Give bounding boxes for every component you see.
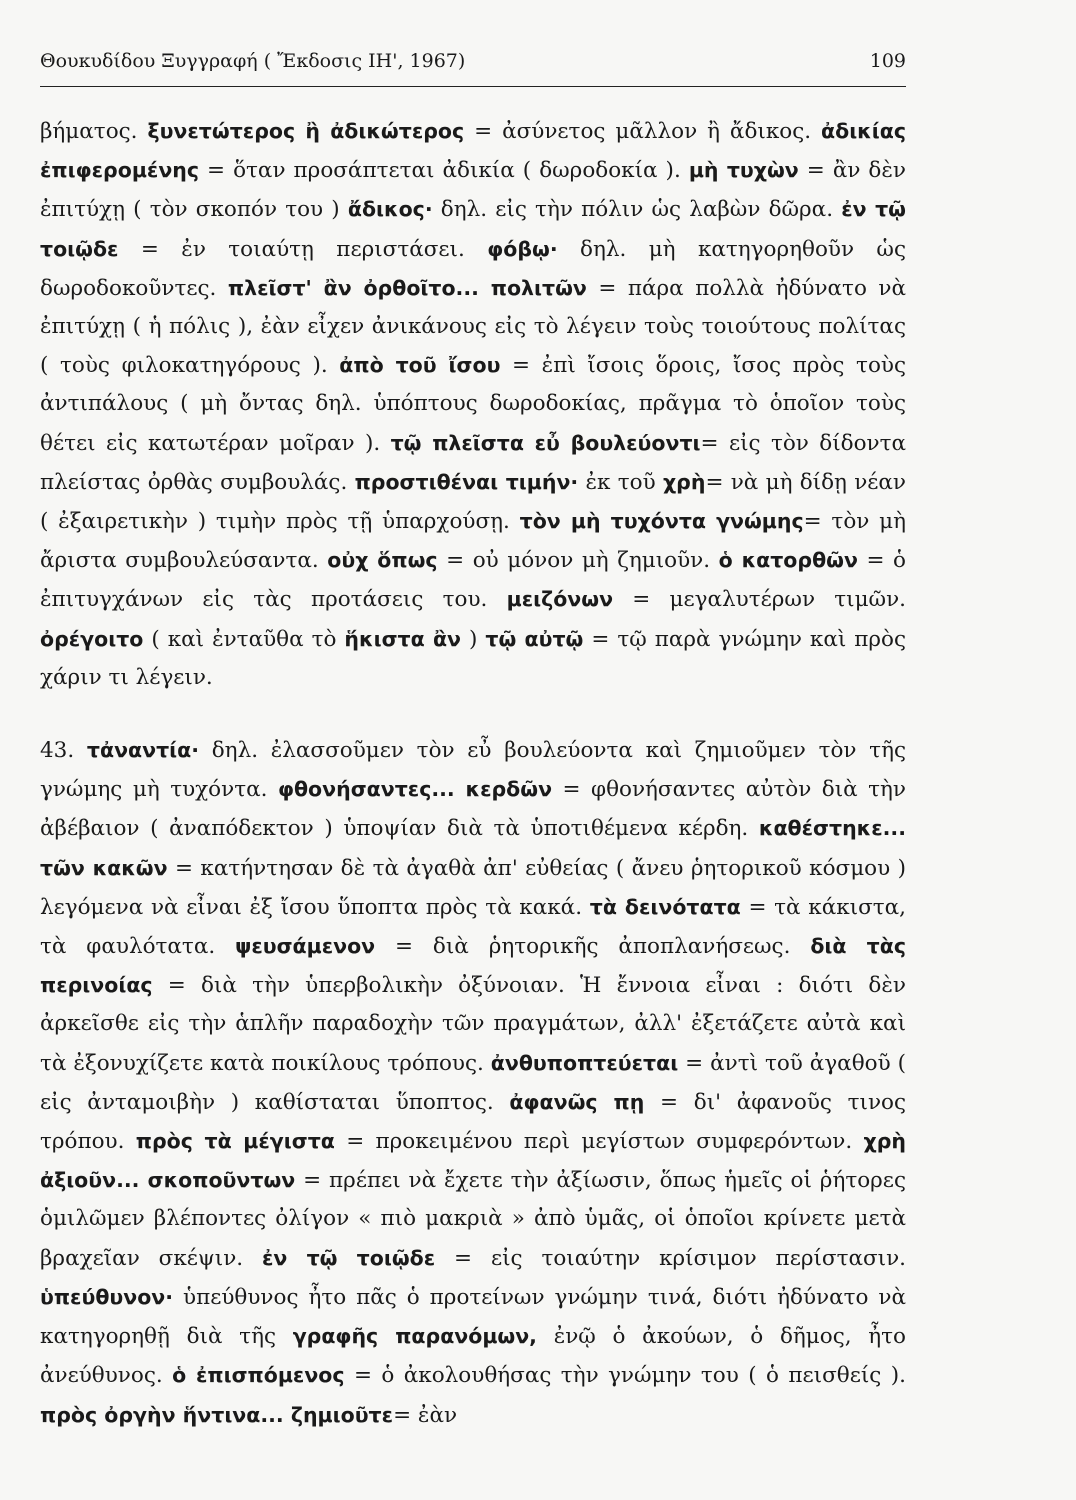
lemma-term: ἀδικίας ἐπιφερομένης bbox=[40, 119, 906, 183]
lemma-term: τὸν μὴ τυχόντα γνώμης bbox=[519, 509, 804, 534]
lemma-term: ἐν τῷ τοιῷδε bbox=[40, 197, 906, 261]
lemma-term: τὰ δεινότατα bbox=[589, 894, 741, 919]
gloss-text: = διὰ τὴν ὑπερβολικὴν ὀξύνοιαν. Ἡ ἔννοια εἶναι : διότι δὲν ἀρκεῖσθε εἰς τὴν ἁπλῆν παραδοχὴν τῶν πραγμάτων, ἀλλ' ἐξετάζετε αὐτὰ καὶ τὰ ἐξονυχίζετε κατὰ ποικίλους τρόπους. bbox=[40, 973, 906, 1076]
lemma-term: ἀφανῶς πῃ bbox=[509, 1089, 645, 1114]
gloss-text: = ἐὰν bbox=[393, 1402, 458, 1428]
paragraph-1 bbox=[40, 112, 906, 697]
lemma-term: χρὴ ἀξιοῦν... σκοποῦντων bbox=[40, 1129, 906, 1193]
gloss-text: = ἀσύνετος μᾶλλον ἢ ἄδικος. bbox=[464, 119, 822, 144]
gloss-text: = ὅταν προσάπτεται ἀδικία ( δωροδοκία ). bbox=[199, 158, 689, 184]
lemma-term: πρὸς τὰ μέγιστα bbox=[135, 1129, 335, 1154]
lemma-term: καθέστηκε... τῶν κακῶν bbox=[40, 816, 906, 880]
gloss-text: ( καὶ ἐνταῦθα τὸ bbox=[143, 626, 345, 652]
gloss-text: = μεγαλυτέρων τιμῶν. bbox=[613, 587, 906, 613]
lemma-term: προστιθέναι τιμήν· bbox=[354, 469, 579, 494]
gloss-text: = προκειμένου περὶ μεγίστων συμφερόντων. bbox=[334, 1129, 864, 1155]
lemma-term: διὰ τὰς περινοίας bbox=[40, 934, 906, 998]
running-header bbox=[40, 50, 906, 72]
gloss-text: δηλ. εἰς τὴν πόλιν ὡς λαβὼν δῶρα. bbox=[432, 197, 842, 223]
gloss-text: = διὰ ῥητορικῆς ἀποπλανήσεως. bbox=[375, 934, 811, 960]
lemma-term: ὑπεύθυνον· bbox=[40, 1284, 174, 1309]
gloss-text: = ὁ ἀκολουθήσας τὴν γνώμην του ( ὁ πεισθείς ). bbox=[344, 1363, 906, 1389]
gloss-text: = τὰ κάκιστα, τὰ φαυλότατα. bbox=[40, 894, 907, 960]
gloss-text: = εἰς τοιαύτην κρίσιμον περίστασιν. bbox=[435, 1245, 906, 1271]
gloss-text: = ἐν τοιαύτῃ περιστάσει. bbox=[118, 236, 488, 262]
gloss-text: = τῷ παρὰ γνώμην καὶ πρὸς χάριν τι λέγειν. bbox=[40, 626, 906, 690]
lemma-term: ἐν τῷ τοιῷδε bbox=[262, 1245, 436, 1270]
lemma-term: ἥκιστα ἂν bbox=[344, 626, 462, 651]
gloss-text: = νὰ μὴ δίδῃ νέαν ( ἐξαιρετικὴν ) τιμὴν πρὸς τῇ ὑπαρχούσῃ. bbox=[40, 469, 907, 535]
lemma-term: ὁ κατορθῶν bbox=[718, 548, 858, 573]
gloss-text: = ἀντὶ τοῦ ἀγαθοῦ ( εἰς ἀνταμοιβὴν ) καθίσταται ὕποπτος. bbox=[40, 1050, 906, 1115]
header-rule bbox=[40, 86, 906, 87]
lemma-term: μὴ τυχὼν bbox=[688, 158, 799, 183]
gloss-text: βήματος. bbox=[40, 119, 148, 144]
paragraph-43 bbox=[40, 731, 906, 1435]
lemma-term: ψευσάμενον bbox=[235, 934, 376, 959]
lemma-term: ἀπὸ τοῦ ἴσου bbox=[339, 353, 501, 378]
lemma-term: πρὸς ὀργὴν ἥντινα... ζημιοῦτε bbox=[40, 1402, 394, 1427]
lemma-term: ὁ ἐπισπόμενος bbox=[172, 1363, 345, 1388]
paragraph-number: 43. bbox=[40, 738, 87, 764]
lemma-term: ὀρέγοιτο bbox=[40, 626, 144, 651]
gloss-text: = εἰς τὸν δίδοντα πλείστας ὀρθὰς συμβουλάς. bbox=[40, 430, 907, 495]
lemma-term: ξυνετώτερος ἢ ἀδικώτερος bbox=[147, 119, 465, 143]
running-title: Θουκυδίδου Ξυγγραφή ( Ἔκδοσις ΙΗ', 1967) bbox=[40, 50, 466, 72]
gloss-text: = ἂν δὲν ἐπιτύχῃ ( τὸν σκοπόν του ) bbox=[40, 158, 906, 223]
lemma-term: γραφῆς παρανόμων, bbox=[292, 1324, 537, 1349]
lemma-term: χρὴ bbox=[662, 469, 706, 494]
lemma-term: πλεῖστ' ἂν ὀρθοῖτο... πολιτῶν bbox=[227, 275, 587, 300]
lemma-term: ἀνθυποπτεύεται bbox=[490, 1050, 679, 1075]
lemma-term: τῷ πλεῖστα εὖ βουλεύοντι bbox=[390, 430, 701, 455]
gloss-text: ἐνῷ ὁ ἀκούων, ὁ δῆμος, ἦτο ἀνεύθυνος. bbox=[40, 1324, 906, 1389]
gloss-text: = κατήντησαν δὲ τὰ ἀγαθὰ ἀπ' εὐθείας ( ἄνευ ῥητορικοῦ κόσμου ) λεγόμενα νὰ εἶναι ἐξ ἴσου ὕποπτα πρὸς τὰ κακά. bbox=[40, 855, 906, 920]
lemma-term: οὐχ ὅπως bbox=[327, 548, 438, 573]
lemma-term: τῷ αὐτῷ bbox=[485, 626, 584, 651]
lemma-term: φθονήσαντες... κερδῶν bbox=[277, 777, 553, 802]
gloss-text: ὑπεύθυνος ἦτο πᾶς ὁ προτείνων γνώμην τινά, διότι ἠδύνατο νὰ κατηγορηθῇ διὰ τῆς bbox=[40, 1284, 906, 1350]
gloss-text: = οὐ μόνον μὴ ζημιοῦν. bbox=[437, 548, 719, 574]
gloss-text: = δι' ἀφανοῦς τινος τρόπου. bbox=[40, 1089, 906, 1155]
gloss-text: = ὁ ἐπιτυγχάνων εἰς τὰς προτάσεις του. bbox=[40, 548, 906, 613]
gloss-text: = τὸν μὴ ἄριστα συμβουλεύσαντα. bbox=[40, 509, 906, 574]
gloss-text: δηλ. ἐλασσοῦμεν τὸν εὖ βουλεύοντα καὶ ζημιοῦμεν τὸν τῆς γνώμης μὴ τυχόντα. bbox=[40, 738, 906, 803]
gloss-text: ἐκ τοῦ bbox=[578, 469, 663, 495]
gloss-text: δηλ. μὴ κατηγορηθοῦν ὡς δωροδοκοῦντες. bbox=[40, 236, 906, 301]
gloss-text: = ἐπὶ ἴσοις ὅροις, ἴσος πρὸς τοὺς ἀντιπάλους ( μὴ ὄντας δηλ. ὑπόπτους δωροδοκίας, πρᾶγμα τὸ ὁποῖον τοὺς θέτει εἰς κατωτέραν μοῖραν ). bbox=[40, 353, 906, 456]
gloss-text: = φθονήσαντες αὐτὸν διὰ τὴν ἀβέβαιον ( ἀναπόδεκτον ) ὑποψίαν διὰ τὰ ὑποτιθέμενα κέρδη. bbox=[40, 777, 906, 842]
lemma-term: φόβῳ· bbox=[487, 236, 558, 261]
gloss-text: = πρέπει νὰ ἔχετε τὴν ἀξίωσιν, ὅπως ἡμεῖς οἱ ῥήτορες ὁμιλῶμεν βλέποντες ὀλίγον « πιὸ μακριὰ » ἀπὸ ὑμᾶς, οἱ ὁποῖοι κρίνετε μετὰ βραχεῖαν σκέψιν. bbox=[40, 1168, 906, 1271]
gloss-text: = πάρα πολλὰ ἠδύνατο νὰ ἐπιτύχῃ ( ἡ πόλις ), ἐὰν εἶχεν ἀνικάνους εἰς τὸ λέγειν τοὺς τοιούτους πολίτας ( τοὺς φιλοκατηγόρους ). bbox=[40, 275, 906, 379]
text-body bbox=[40, 112, 906, 1435]
lemma-term: τἀναντία· bbox=[86, 738, 200, 763]
lemma-term: ἄδικος· bbox=[347, 197, 433, 222]
lemma-term: μειζόνων bbox=[506, 587, 614, 612]
gloss-text: ) bbox=[461, 626, 486, 652]
page-number: 109 bbox=[869, 50, 906, 72]
